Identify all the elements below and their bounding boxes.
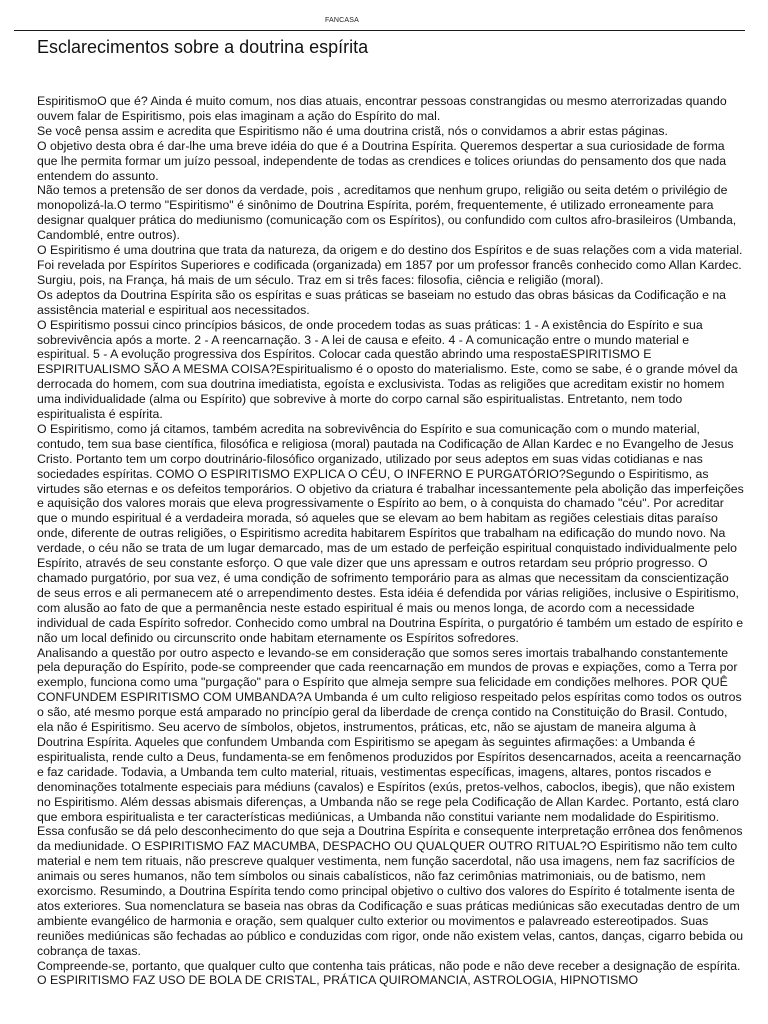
document-title: Esclarecimentos sobre a doutrina espírita — [37, 37, 369, 57]
paragraph: Surgiu, pois, na França, há mais de um século. Traz em si três faces: filosofia, ciência e religião (moral). — [37, 272, 604, 287]
paragraph: O Espiritismo possui cinco princípios básicos, de onde procedem todas as suas práticas: 1 - A existência do Espírito e sua sobrevivência após a morte. 2 - A reencarnação. 3 - A lei de causa e efeito. 4 - A comunicação entre o mundo material e espiritual. 5 - A evolução progressiva dos Espíritos. Colocar cada questão abrindo uma respostaESPIRITISMO E ESPIRITUALISMO SÃO A MESMA COISA?Espiritualismo é o oposto do materialismo. Este, como se sabe, é o grande móvel da derrocada do homem, com sua doutrina imediatista, egoísta e exclusivista. Todas as religiões que acreditam existir no homem uma individualidade (alma ou Espírito) que sobrevive à morte do corpo carnal são espiritualistas. Entretanto, nem todo espiritualista é espírita. — [37, 317, 738, 422]
paragraph: O objetivo desta obra é dar-lhe uma breve idéia do que é a Doutrina Espírita. Queremos despertar a sua curiosidade de forma que lhe permita formar um juízo pessoal, independente de todas as crendices e tolices oriundas do pensamento dos que nada entendem do assunto. — [37, 138, 727, 183]
paragraph: O Espiritismo é uma doutrina que trata da natureza, da origem e do destino dos Espíritos e de suas relações com a vida material. Foi revelada por Espíritos Superiores e codificada (organizada) em 1857 por um professor francês conhecido como Allan Kardec. — [37, 243, 743, 272]
header-divider — [14, 30, 745, 31]
paragraph: Os adeptos da Doutrina Espírita são os espíritas e suas práticas se baseiam no estudo das obras básicas da Codificação e na assistência material e espiritual aos necessitados. — [37, 287, 727, 317]
paragraph: Não temos a pretensão de ser donos da verdade, pois , acreditamos que nenhum grupo, religião ou seita detém o privilégio de monopolizá-la.O termo "Espiritismo" é sinônimo de Doutrina Espírita, porém, frequentemente, é utilizado erroneamente para designar qualquer prática do mediunismo (comunicação com os Espíritos), ou confundido com cultos afro-brasileiros (Umbanda, Candomblé, entre outros). — [37, 183, 737, 243]
paragraph: Compreende-se, portanto, que qualquer culto que contenha tais práticas, não pode e não deve receber a designação de espírita. O ESPIRITISMO FAZ USO DE BOLA DE CRISTAL, PRÁTICA QUIROMANCIA, ASTROLOGIA, HIPNOTISMO — [37, 958, 741, 988]
document-body — [37, 94, 745, 988]
paragraph: Analisando a questão por outro aspecto e levando-se em consideração que somos seres imortais trabalhando constantemente pela depuração do Espírito, pode-se compreender que cada reencarnação em mundos de provas e expiações, como a Terra por exemplo, funciona como uma "purgação" para o Espírito que almeja sempre sua felicidade em condições melhores. POR QUÊ CONFUNDEM ESPIRITISMO COM UMBANDA?A Umbanda é um culto religioso respeitado pelos espíritas como todos os outros o são, até mesmo porque está amparado no princípio geral da liberdade de crença contido na Constituição do Brasil. Contudo, ela não é Espiritismo. Seu acervo de símbolos, objetos, instrumentos, práticas, etc, não se ajustam de maneira alguma à Doutrina Espírita. Aqueles que confundem Umbanda com Espiritismo se apegam às seguintes afirmações: a Umbanda é espiritualista, rende culto a Deus, fundamenta-se em fenômenos produzidos por Espíritos desencarnados, aceita a reencarnação e faz caridade. Todavia, a Umbanda tem culto material, rituais, vestimentas específicas, imagens, altares, pontos riscados e denominações totalmente especiais para médiuns (cavalos) e Espíritos (exús, pretos-velhos, caboclos, ibegis), que não existem no Espiritismo. Além dessas abismais diferenças, a Umbanda não se rege pela Codificação de Allan Kardec. Portanto, está claro que embora espiritualista e ter características mediúnicas, a Umbanda não constitui variante nem modalidade do Espiritismo. Essa confusão se dá pelo desconhecimento do que seja a Doutrina Espírita e consequente interpretação errônea dos fenômenos da mediunidade. O ESPIRITISMO FAZ MACUMBA, DESPACHO OU QUALQUER OUTRO RITUAL?O Espiritismo não tem culto material e nem tem rituais, não prescreve qualquer vestimenta, nem função sacerdotal, não usa imagens, nem faz sacrifícios de animais ou seres humanos, não tem símbolos ou sinais cabalísticos, não faz cerimônias matrimoniais, ou de batismo, nem exorcismo. Resumindo, a Doutrina Espírita tendo como principal objetivo o cultivo dos valores do Espírito é totalmente isenta de atos exteriores. Sua nomenclatura se baseia nas obras da Codificação e suas práticas mediúnicas são executadas dentro de um ambiente evangélico de harmonia e oração, sem qualquer culto exterior ou movimentos e palavreado estereotipados. Suas reuniões mediúnicas são fechadas ao público e conduzidas com rigor, onde não existem velas, cantos, danças, cigarro bebida ou cobrança de taxas. — [37, 645, 744, 958]
paragraph: O Espiritismo, como já citamos, também acredita na sobrevivência do Espírito e sua comunicação com o mundo material, contudo, tem sua base científica, filosófica e religiosa (moral) pautada na Codificação de Allan Kardec e no Evangelho de Jesus Cristo. Portanto tem um corpo doutrinário-filosófico organizado, utilizado por seus adeptos em suas vidas cotidianas e nas sociedades espíritas. COMO O ESPIRITISMO EXPLICA O CÉU, O INFERNO E PURGATÓRIO?Segundo o Espiritismo, as virtudes são eternas e os defeitos temporários. O objetivo da criatura é trabalhar incessantemente pela abolição das imperfeições e aquisição dos valores morais que eleva progressivamente o Espírito ao bem, o à conquista do chamado "céu". Por acreditar que o mundo espiritual é a verdadeira morada, só aqueles que se elevam ao bem habitam as regiões celestiais ditas paraíso onde, diferente de outras religiões, o Espiritismo acredita habitarem Espíritos que trabalham na edificação do mundo novo. Na verdade, o céu não se trata de um lugar demarcado, mas de um estado de perfeição espiritual conquistado individualmente pelo Espírito, através de seu constante esforço. O que vale dizer que uns apressam e outros retardam seu próprio progresso. O chamado purgatório, por sua vez, é uma condição de sofrimento temporário para as almas que necessitam da conscientização de seus erros e ali permanecem até o arrependimento destes. Esta idéia é defendida por várias religiões, inclusive o Espiritismo, com alusão ao fato de que a permanência neste estado espiritual é mais ou menos longa, de acordo com a necessidade individual de cada Espírito sofredor. Conhecido como umbral na Doutrina Espírita, o purgatório é também um estado de espírito e não um local definido ou circunscrito onde habitam eternamente os Espíritos sofredores. — [37, 421, 744, 645]
page-header-label: FANCASA — [324, 17, 360, 24]
paragraph: Se você pensa assim e acredita que Espiritismo não é uma doutrina cristã, nós o convidamos a abrir estas páginas. — [37, 123, 668, 138]
paragraph: EspiritismoO que é? Ainda é muito comum, nos dias atuais, encontrar pessoas constrangidas ou mesmo aterrorizadas quando ouvem falar de Espiritismo, pois elas imaginam a ação do Espírito do mal. — [37, 94, 727, 123]
